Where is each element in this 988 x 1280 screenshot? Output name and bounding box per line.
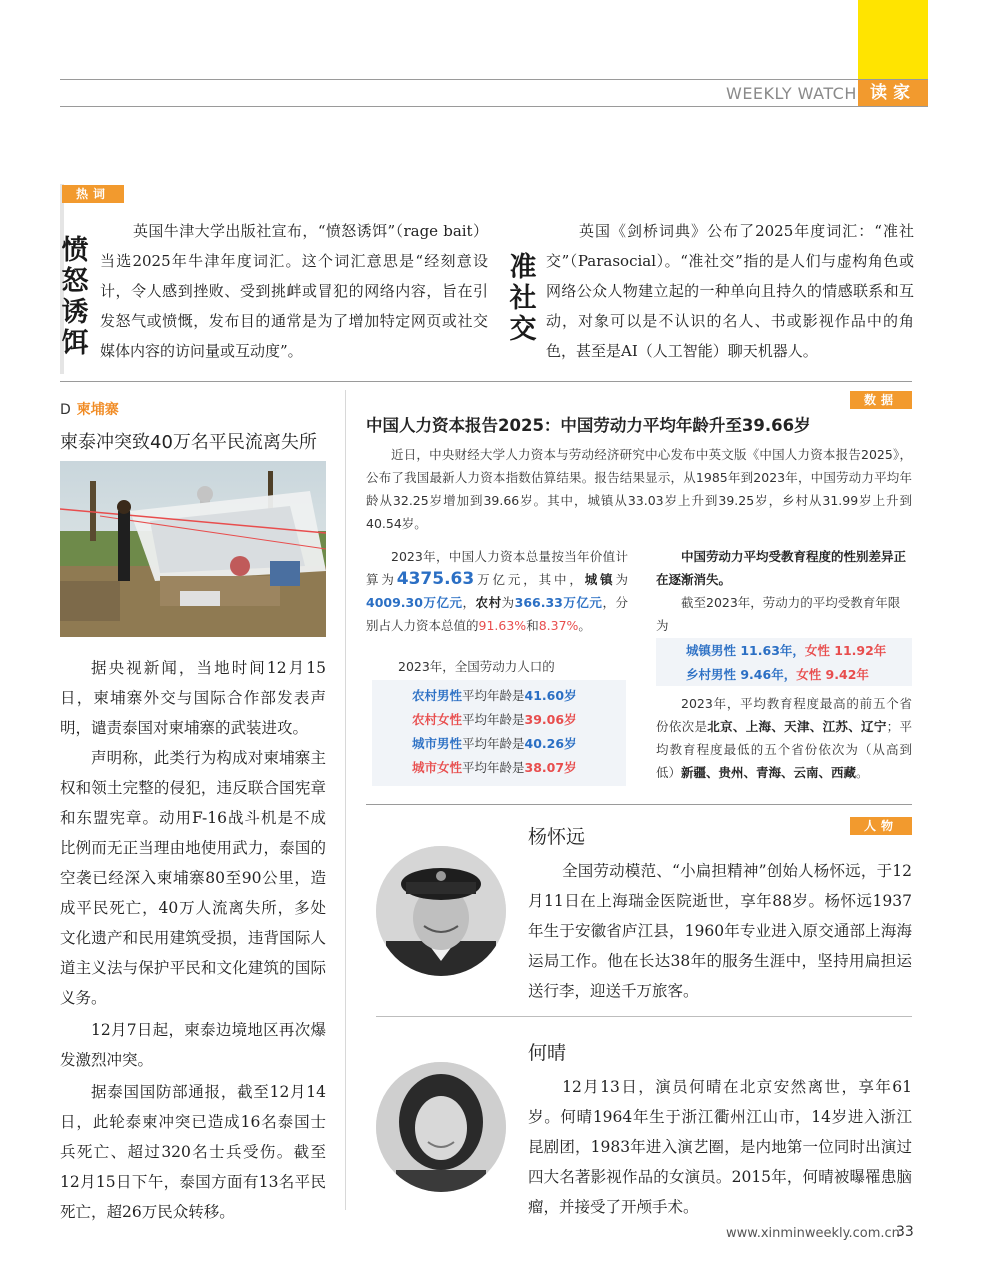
footer-url: www.xinminweekly.com.cn bbox=[726, 1226, 900, 1241]
edu-top5: 北京、上海、天津、江苏、辽宁 bbox=[707, 719, 887, 734]
age-group: 城市女性 bbox=[412, 760, 463, 775]
hotword-left-char: 愤 bbox=[61, 235, 89, 266]
capital-total: 4375.63 bbox=[396, 569, 475, 589]
hotword-left-char: 诱 bbox=[61, 297, 89, 328]
portrait-he bbox=[376, 1062, 506, 1192]
data-intro: 近日，中央财经大学人力资本与劳动经济研究中心发布中英文版《中国人力资本报告2025》，公布了我国最新人力资本指数估算结果。报告结果显示，从1985年到2023年，中国劳动力平均年龄从32.25岁增加到39.66岁。其中，城镇从33.03岁上升到39.25岁，乡村从31.99岁上升到40.54岁。 bbox=[366, 447, 912, 531]
hotword-left-char: 饵 bbox=[61, 328, 89, 359]
age-intro: 2023年，全国劳动力人口的 bbox=[398, 659, 555, 674]
portrait-yang bbox=[376, 846, 506, 976]
capital-text: 万亿元，其中， bbox=[474, 572, 585, 587]
capital-text: 和 bbox=[526, 618, 539, 633]
capital-stats bbox=[366, 545, 628, 637]
cambodia-title: 柬泰冲突致40万名平民流离失所 bbox=[60, 432, 317, 453]
cambodia-paragraph: 12月7日起，柬泰边境地区再次爆发激烈冲突。 bbox=[60, 1021, 326, 1069]
region-label bbox=[60, 399, 119, 419]
header-rule-bottom bbox=[60, 106, 928, 107]
age-group: 农村女性 bbox=[412, 712, 463, 727]
age-row bbox=[412, 708, 626, 732]
edu-text: ；平均教育程度最低的五个省份依次为（从高到低） bbox=[656, 719, 912, 780]
capital-rural-pct: 8.37% bbox=[538, 618, 579, 633]
hotword-left-text: 英国牛津大学出版社宣布，“愤怒诱饵”（rage bait）当选2025年牛津年度词汇。这个词汇意思是“经刻意设计，令人感到挫败、受到挑衅或冒犯的网络内容，旨在引发怒气或愤慨，发布目的通常是为了增加特定网页或社交媒体内容的访问量或互动度”。 bbox=[100, 222, 488, 360]
cambodia-body bbox=[60, 653, 326, 1227]
corner-color-block bbox=[858, 0, 928, 80]
person-name: 何晴 bbox=[528, 1042, 567, 1064]
people-separator bbox=[376, 1016, 912, 1017]
section-divider bbox=[60, 381, 912, 382]
hotword-right-text: 英国《剑桥词典》公布了2025年度词汇：“准社交”（Parasocial）。“准社交”指的是人们与虚构角色或网络公众人物建立起的一种单向且持久的情感联系和互动，对象可以是不认识的名人、书或影视作品中的角色，甚至是AI（人工智能）聊天机器人。 bbox=[546, 222, 914, 360]
age-row bbox=[412, 756, 626, 780]
age-text: 平均年龄是 bbox=[462, 760, 525, 775]
age-value: 38.07岁 bbox=[524, 760, 577, 775]
edu-text: 2023年，平均教育程度最高的前五个省份依次是 bbox=[656, 696, 912, 734]
edu-provinces bbox=[656, 692, 912, 784]
age-value: 39.06岁 bbox=[524, 712, 577, 727]
edu-rural-male: 乡村男性 9.46年， bbox=[686, 667, 797, 682]
capital-text: ， bbox=[462, 595, 476, 610]
capital-rural-value: 366.33万亿元 bbox=[514, 595, 603, 610]
edu-text: 。 bbox=[856, 765, 869, 780]
hotword-right-char: 交 bbox=[509, 314, 537, 345]
edu-urban-male: 城镇男性 11.63年， bbox=[686, 643, 805, 658]
capital-text: 2023年，中国人力资本总量按当年价值计算为 bbox=[366, 549, 628, 587]
edu-box bbox=[656, 638, 912, 686]
data-tag: 数据 bbox=[850, 391, 912, 409]
age-text: 平均年龄是 bbox=[462, 736, 525, 751]
capital-text: ，分别占人力资本总值的 bbox=[366, 595, 628, 633]
page-number: 33 bbox=[896, 1224, 914, 1240]
age-value: 40.26岁 bbox=[524, 736, 577, 751]
cambodia-paragraph: 据央视新闻，当地时间12月15日，柬埔寨外交与国际合作部发表声明，谴责泰国对柬埔寨的武装进攻。 bbox=[60, 659, 326, 737]
hotword-right-word bbox=[508, 252, 538, 345]
age-row bbox=[412, 732, 626, 756]
person-bio: 全国劳动模范、“小扁担精神”创始人杨怀远，于12月11日在上海瑞金医院逝世，享年88岁。杨怀远1937年生于安徽省庐江县，1960年专业进入原交通部上海海运局工作。他在长达38年的服务生涯中，坚持用扁担运送行李，迎送千万旅客。 bbox=[528, 862, 912, 1000]
edu-row bbox=[686, 663, 912, 687]
capital-text: 为 bbox=[501, 595, 515, 610]
hotword-tag: 热词 bbox=[62, 185, 124, 203]
header-rule-top bbox=[60, 79, 928, 80]
people-divider bbox=[366, 804, 912, 805]
column-divider bbox=[345, 390, 346, 1210]
edu-intro: 截至2023年，劳动力的平均受教育年限为 bbox=[656, 595, 901, 633]
capital-urban-value: 4009.30万亿元 bbox=[366, 595, 463, 610]
capital-text: 为 bbox=[615, 572, 628, 587]
capital-urban-label: 城镇 bbox=[584, 572, 616, 587]
region-name: 柬埔寨 bbox=[76, 402, 119, 418]
edu-urban-female: 女性 11.92年 bbox=[804, 643, 887, 658]
region-letter: D bbox=[60, 402, 71, 418]
age-text: 平均年龄是 bbox=[462, 712, 525, 727]
age-text: 平均年龄是 bbox=[462, 688, 525, 703]
capital-rural-label: 农村 bbox=[475, 595, 502, 610]
edu-rural-female: 女性 9.42年 bbox=[796, 667, 869, 682]
edu-heading: 中国劳动力平均受教育程度的性别差异正在逐渐消失。 bbox=[656, 549, 907, 587]
age-group: 农村男性 bbox=[412, 688, 463, 703]
people-tag: 人物 bbox=[850, 817, 912, 835]
capital-urban-pct: 91.63% bbox=[478, 618, 527, 633]
age-box bbox=[372, 680, 626, 786]
edu-bottom5: 新疆、贵州、青海、云南、西藏 bbox=[681, 765, 857, 780]
person-name: 杨怀远 bbox=[528, 826, 586, 848]
age-value: 41.60岁 bbox=[524, 688, 577, 703]
age-group: 城市男性 bbox=[412, 736, 463, 751]
person-bio: 12月13日，演员何晴在北京安然离世，享年61岁。何晴1964年生于浙江衢州江山市，14岁进入浙江昆剧团，1983年进入演艺圈，是内地第一位同时出演过四大名著影视作品的女演员。2015年，何晴被曝罹患脑瘤，并接受了开颅手术。 bbox=[528, 1078, 912, 1216]
hotword-left-char: 怒 bbox=[61, 266, 89, 297]
hotword-right-char: 社 bbox=[509, 283, 537, 314]
cambodia-paragraph: 据泰国国防部通报，截至12月14日，此轮泰柬冲突已造成16名泰国士兵死亡、超过320名士兵受伤。截至12月15日下午，泰国方面有13名平民死亡，超26万民众转移。 bbox=[60, 1083, 326, 1221]
masthead-section: 读家 bbox=[858, 80, 928, 106]
refugee-photo bbox=[60, 461, 326, 637]
hotword-left-word bbox=[60, 235, 90, 359]
age-row bbox=[412, 684, 626, 708]
hotword-right-char: 准 bbox=[509, 252, 537, 283]
masthead-english: WEEKLY WATCH bbox=[726, 84, 857, 103]
cambodia-paragraph: 声明称，此类行为构成对柬埔寨主权和领土完整的侵犯，违反联合国宪章和东盟宪章。动用F-16战斗机是不成比例而无正当理由地使用武力，泰国的空袭已经深入柬埔寨80至90公里，造成平民死亡，40万人流离失所，多处文化遗产和民用建筑受损，违背国际人道主义法与保护平民和文化建筑的国际义务。 bbox=[60, 749, 326, 1007]
edu-stats bbox=[656, 545, 912, 637]
data-title: 中国人力资本报告2025：中国劳动力平均年龄升至39.66岁 bbox=[366, 416, 811, 435]
capital-text: 。 bbox=[578, 618, 591, 633]
edu-row bbox=[686, 639, 912, 663]
